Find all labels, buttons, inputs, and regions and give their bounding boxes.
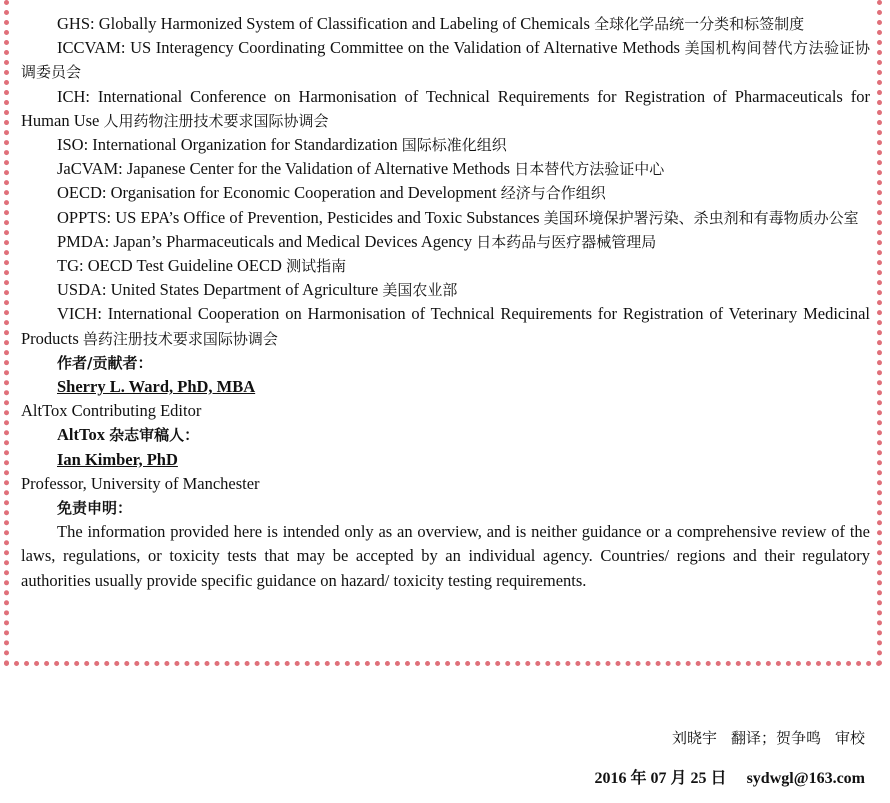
document-body: [21, 12, 870, 593]
abbr-vich: VICH: International Cooperation on Harmonisation of Technical Requirements for Registration of Veterinary Medicinal Products 兽药注册技术要求国际协调会: [21, 304, 870, 348]
footer-date-line: [595, 765, 865, 788]
abbr-iso: ISO: International Organization for Standardization 国际标准化组织: [57, 135, 507, 155]
reviewer-name: Ian Kimber, PhD: [57, 449, 178, 469]
author-name: Sherry L. Ward, PhD, MBA: [57, 377, 256, 397]
reviewer-title: Professor, University of Manchester: [21, 473, 260, 493]
disclaimer-text: The information provided here is intended only as an overview, and is neither guidance or a comprehensive review of the laws, regulations, or toxicity tests that may be accepted by an individual agency. Countries/ regions and their regulatory authorities usually provide specific guidance on hazard/ toxicity testing requirements.: [21, 522, 870, 590]
reviewer-name-cn: 贺争鸣: [775, 729, 821, 747]
author-heading: 作者/贡献者：: [57, 353, 153, 372]
reviewer-role: 审校: [834, 729, 865, 747]
abbr-ich: ICH: International Conference on Harmonisation of Technical Requirements for Registration of Pharmaceuticals for Human Use 人用药物注册技术要求国际协调会: [21, 86, 870, 130]
contact-email: sydwgl@163.com: [746, 770, 865, 787]
translator-role: 翻译；: [730, 729, 776, 747]
abbr-iccvam: ICCVAM: US Interagency Coordinating Committee on the Validation of Alternative Methods 美国机构间替代方法验证协调委员会: [21, 38, 870, 82]
abbr-jacvam: JaCVAM: Japanese Center for the Validation of Alternative Methods 日本替代方法验证中心: [57, 159, 665, 179]
translator-name: 刘晓宇: [671, 729, 717, 747]
reviewer-heading: AltTox 杂志审稿人：: [57, 425, 200, 445]
abbr-oecd: OECD: Organisation for Economic Cooperation and Development 经济与合作组织: [57, 183, 606, 203]
author-name-line: [21, 375, 870, 399]
abbr-tg: TG: OECD Test Guideline OECD 测试指南: [57, 256, 347, 276]
author-title: AltTox Contributing Editor: [21, 401, 202, 421]
abbr-oppts: OPPTS: US EPA’s Office of Prevention, Pesticides and Toxic Substances 美国环境保护署污染、杀虫剂和有毒物质办公室: [57, 207, 859, 227]
disclaimer-heading: 免责申明：: [57, 499, 133, 518]
abbr-usda: USDA: United States Department of Agriculture 美国农业部: [57, 280, 458, 300]
abbr-pmda: PMDA: Japan’s Pharmaceuticals and Medical Devices Agency 日本药品与医疗器械管理局: [57, 231, 657, 251]
publish-date: 2016 年 07 月 25 日: [594, 770, 727, 787]
abbreviation-list: [21, 12, 870, 351]
footer-credits: [672, 727, 865, 748]
abbr-ghs: GHS: Globally Harmonized System of Classification and Labeling of Chemicals 全球化学品统一分类和标签制度: [57, 14, 805, 33]
reviewer-name-line: [21, 448, 870, 472]
